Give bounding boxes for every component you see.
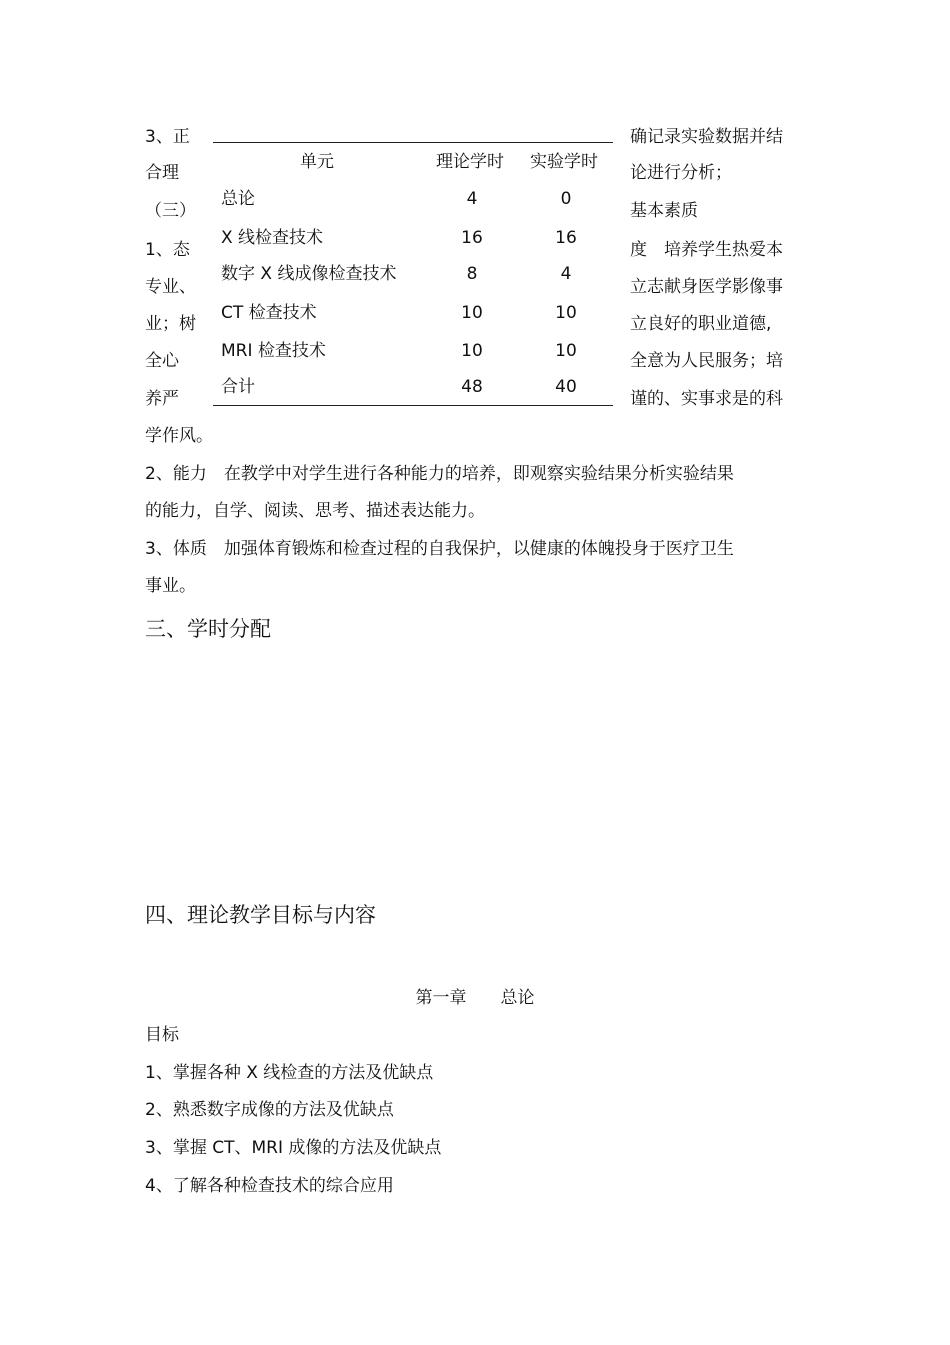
section-title: 三、学时分配: [145, 617, 271, 641]
paragraph-line: 事业。: [145, 576, 196, 596]
table-cell-theory: 10: [461, 341, 483, 361]
table-cell-theory: 10: [461, 303, 483, 323]
left-fragment: （三）: [145, 201, 196, 221]
paragraph-line: 的能力，自学、阅读、思考、描述表达能力。: [145, 501, 485, 521]
table-cell-theory: 48: [461, 377, 483, 397]
table-header-theory: 理论学时: [436, 152, 504, 172]
right-fragment: 基本素质: [630, 201, 698, 221]
left-fragment: 1、态: [145, 240, 190, 260]
right-fragment: 论进行分析；: [630, 163, 732, 183]
table-cell-unit: MRI 检查技术: [221, 341, 326, 361]
left-fragment: 3、正: [145, 127, 190, 147]
table-cell-unit: 总论: [221, 189, 255, 209]
table-cell-unit: CT 检查技术: [221, 303, 317, 323]
table-cell-lab: 4: [560, 264, 572, 284]
objectives-label: 目标: [145, 1025, 179, 1045]
table-top-rule: [213, 142, 613, 143]
table-cell-lab: 10: [555, 303, 577, 323]
chapter-title: 第一章 总论: [415, 988, 535, 1008]
table-cell-lab: 40: [555, 377, 577, 397]
left-fragment: 业；树: [145, 314, 196, 334]
table-cell-theory: 16: [461, 228, 483, 248]
table-cell-unit: 合计: [221, 377, 255, 397]
paragraph-line: 3、体质 加强体育锻炼和检查过程的自我保护，以健康的体魄投身于医疗卫生: [145, 539, 734, 559]
table-cell-theory: 8: [466, 264, 478, 284]
table-cell-lab: 0: [560, 189, 572, 209]
table-cell-theory: 4: [466, 189, 478, 209]
table-cell-lab: 16: [555, 228, 577, 248]
left-fragment: 专业、: [145, 277, 196, 297]
objective-item: 4、了解各种检查技术的综合应用: [145, 1176, 394, 1196]
paragraph-line: 2、能力 在教学中对学生进行各种能力的培养，即观察实验结果分析实验结果: [145, 464, 734, 484]
table-header-lab: 实验学时: [530, 152, 598, 172]
table-cell-lab: 10: [555, 341, 577, 361]
table-bottom-rule: [213, 405, 613, 406]
table-cell-unit: X 线检查技术: [221, 228, 324, 248]
left-fragment: 合理: [145, 163, 179, 183]
left-fragment: 养严: [145, 389, 179, 409]
right-fragment: 立良好的职业道德,: [630, 314, 772, 334]
right-fragment: 谨的、实事求是的科: [630, 389, 783, 409]
table-cell-unit: 数字 X 线成像检查技术: [221, 264, 397, 284]
objective-item: 2、熟悉数字成像的方法及优缺点: [145, 1100, 394, 1120]
paragraph-line: 学作风。: [145, 426, 213, 446]
table-header-unit: 单元: [300, 152, 334, 172]
right-fragment: 度 培养学生热爱本: [630, 240, 783, 260]
objective-item: 1、掌握各种 X 线检查的方法及优缺点: [145, 1063, 434, 1083]
right-fragment: 确记录实验数据并结: [630, 127, 783, 147]
right-fragment: 全意为人民服务；培: [630, 351, 783, 371]
left-fragment: 全心: [145, 351, 179, 371]
section-title: 四、理论教学目标与内容: [145, 903, 376, 927]
objective-item: 3、掌握 CT、MRI 成像的方法及优缺点: [145, 1138, 442, 1158]
right-fragment: 立志献身医学影像事: [630, 277, 783, 297]
